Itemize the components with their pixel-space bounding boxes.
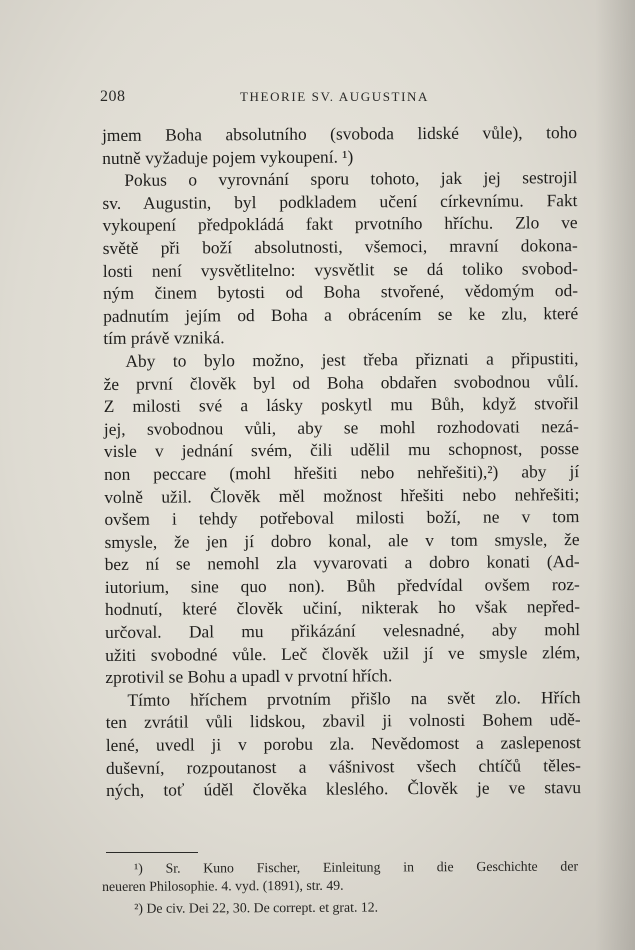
page-number: 208 xyxy=(100,88,126,105)
footnote-1: ¹) Sr. Kuno Fischer, Einleitung in die Geschichte der xyxy=(134,858,579,876)
text-line: bez ní se nemohl zla vyvarovati a dobro konati (Ad- xyxy=(104,551,580,575)
footnotes xyxy=(102,858,578,919)
text-line: ten zvrátil vůli lidskou, zbavil ji volnosti Bohem udě- xyxy=(105,709,581,733)
text-line: světě při boží absolutnosti, všemoci, mravní dokona- xyxy=(102,235,578,258)
footnote-2: ²) De civ. Dei 22, 30. De corrept. et grat. 12. xyxy=(134,899,379,916)
text-line: ovšem i tehdy potřeboval milosti boží, ne v tom xyxy=(104,506,580,530)
text-line: iutorium, sine quo non). Bůh předvídal ovšem roz- xyxy=(104,573,580,597)
text-line: jej, svobodnou vůli, aby se mohl rozhodovati nezá- xyxy=(103,415,579,439)
text-line: Z milosti své a lásky poskytl mu Bůh, když stvořil xyxy=(103,393,579,417)
text-line: visle v jednání svém, čili udělil mu schopnost, posse xyxy=(103,438,580,462)
text-line: Aby to bylo možno, jest třeba přiznati a připustiti, xyxy=(125,348,579,371)
footnote-divider xyxy=(106,852,198,853)
text-line: ným činem bytosti od Boha stvořené, vědomým od- xyxy=(102,280,579,304)
footnote-1-continued: neueren Philosophie. 4. vyd. (1891), str. 49. xyxy=(102,878,344,895)
page-edge-shadow xyxy=(595,0,635,950)
running-title: THEORIE SV. AUGUSTINA xyxy=(240,89,430,104)
text-line: ných, toť úděl člověka kleslého. Člověk je ve stavu xyxy=(106,777,582,801)
text-line: sv. Augustin, byl podkladem učení církevnímu. Fakt xyxy=(102,189,578,213)
text-line: non peccare (mohl hřešiti nebo nehřešiti),²) aby jí xyxy=(104,460,580,484)
body-text xyxy=(102,121,581,802)
text-line: lené, uvedl ji v porobu zla. Nevědomost a zaslepenost xyxy=(105,732,581,756)
text-line: duševní, rozpoutanost a vášnivost všech chtíčů těles- xyxy=(105,754,581,778)
text-line: Tímto hříchem prvotním přišlo na svět zlo. Hřích xyxy=(127,686,581,710)
text-line: nutně vyžaduje pojem vykoupení. ¹) xyxy=(102,146,354,168)
text-line: hodnutí, které člověk učiní, nikterak ho však nepřed- xyxy=(104,596,581,620)
text-line: smysle, že jen jí dobro konal, ale v tom smysle, že xyxy=(104,528,580,552)
text-line: užiti svobodné vůle. Leč člověk užil jí ve smysle zlém, xyxy=(105,641,581,665)
text-line: že první člověk byl od Boha obdařen svobodnou vůlí. xyxy=(103,370,579,394)
text-line: zprotivil se Bohu a upadl v prvotní hřích. xyxy=(105,665,393,688)
text-line: losti není vysvětlitelno: vysvětlit se dá toliko svobod- xyxy=(102,257,578,281)
text-line: jmem Boha absolutního (svoboda lidské vůle), toho xyxy=(102,122,578,145)
text-line: volně užil. Člověk měl možnost hřešiti nebo nehřešiti; xyxy=(104,483,580,507)
text-line: vykoupení předpokládá fakt prvotního hříchu. Zlo ve xyxy=(102,212,578,236)
text-line: Pokus o vyrovnání sporu tohoto, jak jej sestrojil xyxy=(124,167,578,191)
text-line: tím právě vzniká. xyxy=(103,327,225,349)
text-line: padnutím jejím od Boha a obrácením se ke zlu, které xyxy=(103,302,579,326)
text-line: určoval. Dal mu přikázání velesnadné, aby mohl xyxy=(105,619,581,643)
running-head xyxy=(100,88,580,112)
